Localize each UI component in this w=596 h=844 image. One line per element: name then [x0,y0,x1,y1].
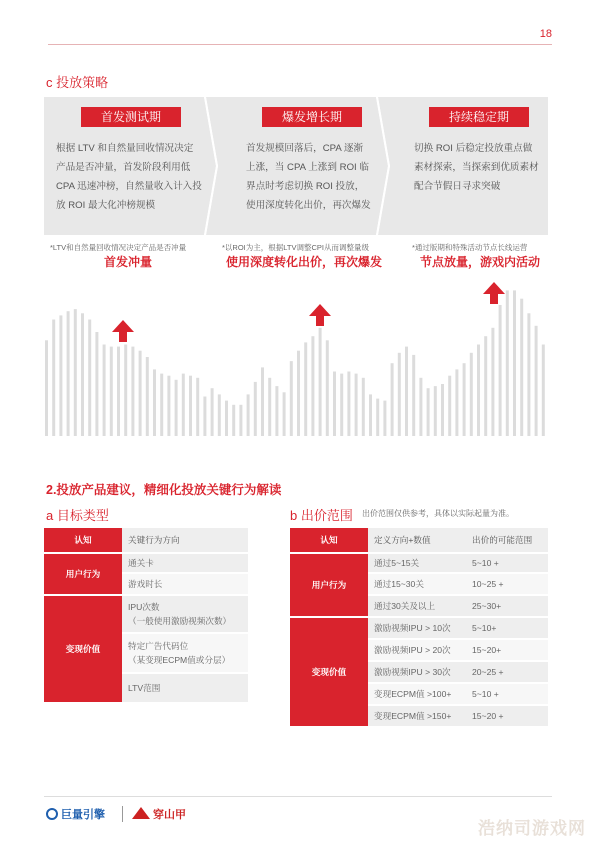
phase-3 [414,107,544,227]
chart-bar [535,326,538,436]
chart-bar [290,361,293,436]
chart-bar [239,405,242,436]
up-arrow-icon [112,320,134,342]
table-a-group-user: 用户行为 [44,552,122,594]
phase-3-line: 切换 ROI 后稳定投放重点做 [414,143,533,154]
phase-1-highlight: 首发冲量 [104,255,153,269]
phase-1-line: CPA 迅速冲榜，自然量收入计入投 [56,181,202,192]
chart-bar [355,374,358,436]
chart-bar [369,394,372,436]
table-row: 激励视频IPU > 10次 [368,616,466,638]
ocean-engine-logo-text: 巨量引擎 [61,809,105,821]
top-rule [48,44,552,45]
chart-bar [484,336,487,436]
table-row: 激励视频IPU > 20次 [368,638,466,660]
chart-bar [59,315,62,436]
chart-bar [520,299,523,436]
chart-bar [506,290,509,436]
watermark: 浩纳司游戏网 [478,819,586,838]
chart-bar [160,374,163,436]
chart-bar [45,340,48,436]
phase-1-line: 产品是否冲量，首发阶段利用低 [56,162,191,173]
phase-3-line: 配合节假日寻求突破 [414,181,501,192]
table-row: 通过15~30关 [368,572,466,594]
chart-bar [491,328,494,436]
chart-bar [319,328,322,436]
section-c-title: c 投放策略 [46,75,109,90]
chart-bar [117,347,120,436]
table-row: 通关卡 [122,552,248,572]
table-row: 5~10 + [466,682,548,704]
chart-bar [189,376,192,436]
phase-2-line: 上涨，当 CPA 上涨到 ROI 临 [246,162,369,173]
chart-bar [434,386,437,436]
table-row: 变现ECPM值 >100+ [368,682,466,704]
ocean-engine-logo-icon [46,808,58,820]
phase-2-line: 首发规模回落后，CPA 逐渐 [246,143,364,154]
chart-bar [52,320,55,437]
chart-bar [326,340,329,436]
chart-bar [261,367,264,436]
chart-bar [268,378,271,436]
chart-bar [182,374,185,436]
chart-bar [153,369,156,436]
chart-bar [427,388,430,436]
chart-bar [103,345,106,437]
table-a-title: a 目标类型 [46,508,109,523]
chart-bar [211,388,214,436]
up-arrow-icon [309,304,331,326]
phase-3-note: *通过版期和特殊活动节点长线运营 [412,243,528,252]
phase-1-title: 首发测试期 [81,107,181,127]
table-row: LTV范围 [122,672,248,702]
chart-bar [448,376,451,436]
chart-bar [412,355,415,436]
chart-bar [175,380,178,436]
chart-bar [283,392,286,436]
table-b-group-user: 用户行为 [290,552,368,616]
chart-bar [67,311,70,436]
chart-bar [95,332,98,436]
lifecycle-bar-chart [44,280,548,440]
table-b-note: 出价范围仅供参考，具体以实际起量为准。 [362,509,514,518]
chart-bar [74,309,77,436]
chart-bar [110,347,113,436]
phase-2-line: 界点时考虑切换 ROI 投放， [246,181,365,192]
chart-bar [542,345,545,437]
phase-band [44,97,548,235]
table-a-header-direction: 关键行为方向 [122,528,248,552]
chart-bar [232,405,235,436]
phase-2-line: 使用深度转化出价，再次爆发 [246,200,371,211]
chart-bar [499,305,502,436]
table-row: 激励视频IPU > 30次 [368,660,466,682]
ocean-engine-logo [46,806,105,822]
table-row: 5~10 + [466,552,548,572]
table-row: 游戏时长 [122,572,248,594]
table-b-title: b 出价范围 [290,508,353,523]
table-row: 通过30关及以上 [368,594,466,616]
chart-bar [362,378,365,436]
chart-bar [383,401,386,436]
chart-bar [477,345,480,437]
chart-bar [311,336,314,436]
table-a-header-cognition: 认知 [44,528,122,552]
phase-2 [246,107,378,227]
chart-bar [513,290,516,436]
chart-bar [218,394,221,436]
table-b-header-cognition: 认知 [290,528,368,552]
chart-bar [167,376,170,436]
chart-bar [441,384,444,436]
table-row: 25~30+ [466,594,548,616]
chart-bar [196,378,199,436]
chart-bar [81,313,84,436]
table-b-header-range: 出价的可能范围 [466,528,548,552]
chart-bar [304,342,307,436]
phase-1-line: 放 ROI 最大化冲榜规模 [56,200,156,211]
table-a-group-monetize: 变现价值 [44,594,122,702]
chart-bar [297,351,300,436]
footer-rule [44,796,552,797]
chart-bar [203,397,206,437]
table-row: IPU次数 （一般使用激励视频次数） [122,594,248,632]
table-row: 5~10+ [466,616,548,638]
phase-3-highlight: 节点放量，游戏内活动 [420,255,541,269]
table-row: 15~20+ [466,638,548,660]
phase-1-note: *LTV和自然量回收情况决定产品是否冲量 [50,243,187,252]
table-b-group-monetize: 变现价值 [290,616,368,726]
chart-bar [455,369,458,436]
phase-3-title: 持续稳定期 [429,107,529,127]
phase-2-highlight: 使用深度转化出价，再次爆发 [226,255,383,269]
phase-2-note: *以ROI为主，根据LTV调整CPI从而调整量级 [222,243,369,252]
chart-bar [275,386,278,436]
phase-1-line: 根据 LTV 和自然量回收情况决定 [56,143,194,154]
phase-1 [56,107,206,227]
chart-bar [470,353,473,436]
chart-bar [376,399,379,436]
chart-bar [131,347,134,436]
chart-bar [333,372,336,437]
logo-separator [122,806,123,822]
table-row: 10~25 + [466,572,548,594]
chart-bar [139,351,142,436]
table-row: 15~20 + [466,704,548,726]
phase-3-line: 素材探索，当探索到优质素材 [414,162,539,173]
chart-bar [124,345,127,437]
table-b-header-definition: 定义方向+数值 [368,528,466,552]
pangle-logo-text: 穿山甲 [153,809,186,821]
phase-2-title: 爆发增长期 [262,107,362,127]
page-number: 18 [539,28,552,40]
chart-bar [463,363,466,436]
chart-bar [527,313,530,436]
chart-bar [247,394,250,436]
up-arrow-icon [483,282,505,304]
bid-range-table [290,528,548,726]
pangle-logo-icon [132,807,150,819]
chart-bar [146,357,149,436]
chart-bar [347,372,350,437]
chart-bar [254,382,257,436]
table-row: 特定广告代码位 （某变现ECPM值或分层） [122,632,248,672]
table-row: 通过5~15关 [368,552,466,572]
chart-bar [419,378,422,436]
chart-bar [225,401,228,436]
table-row: 20~25 + [466,660,548,682]
table-row: 变现ECPM值 >150+ [368,704,466,726]
chart-bar [405,347,408,436]
target-type-table [44,528,248,702]
pangle-logo [132,806,186,822]
section-2-title: 2.投放产品建议，精细化投放关键行为解读 [46,483,282,497]
chart-bar [88,320,91,437]
chart-bar [391,363,394,436]
chart-bar [340,374,343,436]
chart-bar [398,353,401,436]
